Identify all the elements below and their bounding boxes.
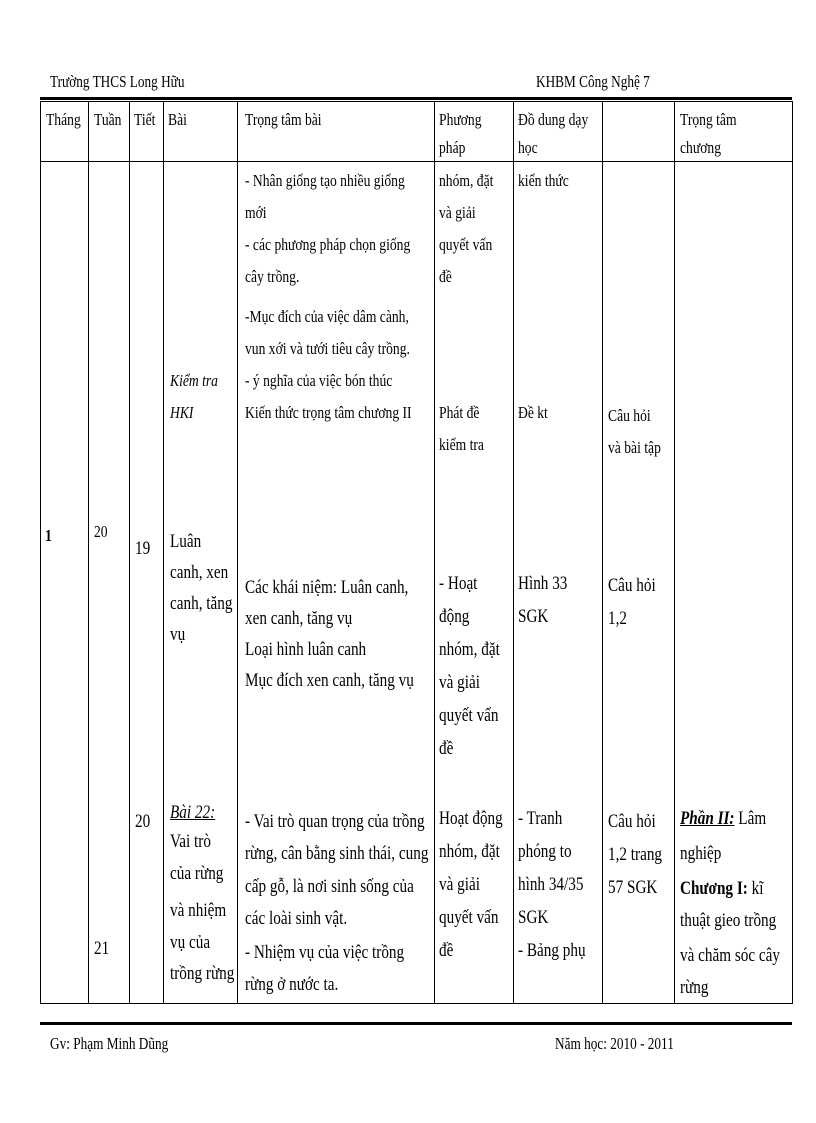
table-col-line [602,101,603,1004]
extra-line: Câu hỏi [608,575,656,596]
method-line: đề [439,267,452,286]
extra-line: và bài tập [608,438,661,457]
focus-line: - các phương pháp chọn giống [245,235,411,254]
chapter-line: và chăm sóc cây [680,945,781,966]
lesson-line: vụ [170,624,186,645]
extra-line: 1,2 [608,608,627,629]
lesson-title: Bài 22: [170,802,216,823]
extra-line: 57 SGK [608,877,658,898]
table-col-line [163,101,164,1004]
lesson-line: HKI [170,403,194,422]
equipment-line: kiến thức [518,171,569,190]
focus-line: - Vai trò quan trọng của trồng [245,811,425,832]
lesson-line: Luân [170,531,202,552]
extra-line: 1,2 trang [608,844,663,865]
table-col-line [513,101,514,1004]
method-line: kiểm tra [439,435,484,454]
focus-line: rừng, cân bằng sinh thái, cung [245,843,429,864]
focus-line: - Nhiệm vụ của việc trồng [245,942,405,963]
method-line: quyết vấn [439,907,499,928]
method-line: nhóm, đặt [439,841,500,862]
lesson-line: canh, tăng [170,593,233,614]
table-border-bottom [40,1003,792,1004]
lesson-line: Kiểm tra [170,371,218,390]
chapter-part-line [680,803,766,834]
chapter-line: nghiệp [680,843,722,864]
col-header-chapter: Trọng tâm [680,110,737,129]
focus-line: các loài sinh vật. [245,908,348,929]
table-col-line [88,101,89,1004]
equipment-line: Hình 33 [518,573,568,594]
chapter-part-label: Phần II: [680,808,735,829]
equipment-line: hình 34/35 [518,874,584,895]
focus-line: - Nhân giống tạo nhiều giống [245,171,405,190]
focus-line: Loại hình luân canh [245,639,367,660]
col-header-lesson: Bài [168,110,187,129]
table-col-line [792,101,793,1004]
focus-line: mới [245,203,267,222]
header-rule [40,97,792,100]
week-value: 20 [94,522,108,541]
focus-line: vun xới và tưới tiêu cây trồng. [245,339,410,358]
table-col-line [237,101,238,1004]
focus-line: xen canh, tăng vụ [245,608,353,629]
focus-line: -Mục đích của việc dâm cành, [245,307,409,326]
lesson-line: trồng rừng [170,963,235,984]
equipment-line: SGK [518,907,549,928]
extra-line: Câu hỏi [608,406,651,425]
method-line: đề [439,738,454,759]
method-line: và giải [439,874,480,895]
col-header-method-2: pháp [439,138,466,157]
equipment-line: - Tranh [518,808,563,829]
col-header-week: Tuần [94,110,122,129]
school-year: Năm học: 2010 - 2011 [555,1034,674,1053]
focus-line: Mục đích xen canh, tăng vụ [245,670,414,691]
method-line: động [439,606,470,627]
col-header-method: Phương [439,110,482,129]
focus-line: cây trồng. [245,267,300,286]
col-header-focus: Trọng tâm bài [245,110,322,129]
method-line: và giải [439,203,476,222]
focus-line: - ý nghĩa của việc bón thúc [245,371,393,390]
extra-line: Câu hỏi [608,811,656,832]
teacher-name: Gv: Phạm Minh Dũng [50,1034,169,1053]
method-line: Phát đề [439,403,480,422]
subject-header: KHBM Công Nghệ 7 [536,72,650,91]
equipment-line: - Bảng phụ [518,940,586,961]
method-line: - Hoạt [439,573,478,594]
chapter-title-label: Chương I: [680,878,748,899]
chapter-part-rest: Lâm [734,808,767,829]
method-line: nhóm, đặt [439,639,500,660]
equipment-line: Đề kt [518,403,548,422]
school-name: Trường THCS Long Hữu [50,72,185,91]
focus-line: rừng ở nước ta. [245,974,339,995]
table-col-line [434,101,435,1004]
chapter-title-rest: kĩ [747,878,764,899]
method-line: nhóm, đặt [439,171,494,190]
col-header-chapter-2: chương [680,138,721,157]
lesson-line: Vai trò [170,831,211,852]
table-border-top [40,101,792,102]
chapter-line: thuật gieo trồng [680,910,777,931]
focus-line: Các khái niệm: Luân canh, [245,577,409,598]
footer-rule [40,1022,792,1025]
period-value: 19 [135,538,151,559]
table-col-line [40,101,41,1004]
period-value: 20 [135,811,151,832]
month-value: 1 [45,526,52,545]
focus-line: cấp gỗ, là nơi sinh sống của [245,876,414,897]
method-line: và giải [439,672,480,693]
chapter-title-line [680,873,763,904]
method-line: Hoạt động [439,808,503,829]
method-line: đề [439,940,454,961]
lesson-line: của rừng [170,863,224,884]
week-value: 21 [94,938,110,959]
col-header-period: Tiết [134,110,156,129]
lesson-line: vụ của [170,932,211,953]
chapter-line: rừng [680,977,709,998]
col-header-equipment-2: học [518,138,538,157]
col-header-month: Tháng [46,110,81,129]
lesson-line: canh, xen [170,562,229,583]
equipment-line: phóng to [518,841,572,862]
table-col-line [129,101,130,1004]
col-header-equipment: Đồ dung dạy [518,110,589,129]
table-col-line [674,101,675,1004]
method-line: quyết vấn [439,705,499,726]
lesson-line: và nhiệm [170,900,227,921]
focus-line: Kiến thức trọng tâm chương II [245,403,412,422]
method-line: quyết vấn [439,235,493,254]
equipment-line: SGK [518,606,549,627]
